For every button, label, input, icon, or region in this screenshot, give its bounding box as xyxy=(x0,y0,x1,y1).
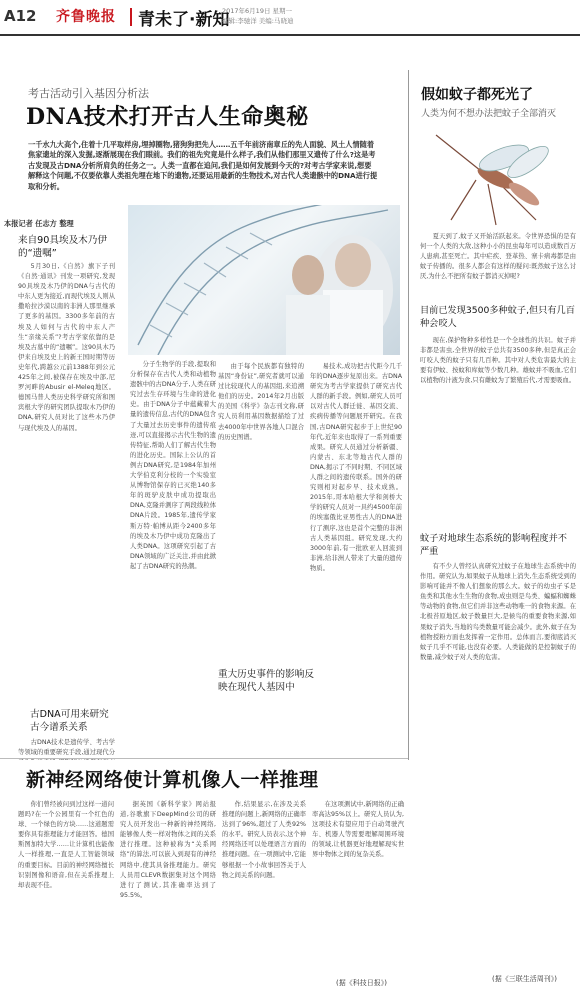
col2-text-2: 由于每个民族都有独特的基因“身份证”,研究者就可以通过比较现代人的基因组,来追溯他们的历史。2014年2月出版的美国《科学》杂志刊文称,研究人员利用基因数据描绘了过去4000年中世界各地人口混合的历史图谱。 xyxy=(218,363,304,441)
col1-text: 5月30日,《自然》旗下子刊《自然·通讯》刊发一项研究,发现90具埃及木乃伊的DNA与古代的中东人更为接近,而现代埃及人则从撒哈拉沙漠以南的非洲人那里继承了更多的基因。3300多年前的古埃及人如何与古代的中东人产生“亲缘关系”?考古学家依靠的是埃及古墓中的“遗嘱”。这90具木乃伊来自埃及史上的新王国时期等历史年代,跨越公元前1388年到公元425年之间,被保存在埃及中部,尼罗河畔的Abusir el-Meleq地区。德国马普人类历史科学研究所和图宾根大学的研究团队提取木乃伊的DNA,研究人员对比了这些木乃伊与现代埃及人的基因。 xyxy=(18,263,115,432)
dna-helix-illustration xyxy=(128,205,400,355)
feature-column-3 xyxy=(218,362,304,660)
mosquito-source: (据《三联生活周刊》) xyxy=(492,975,557,983)
page-number: A12 xyxy=(4,7,37,25)
ai-column-2 xyxy=(120,800,216,980)
story-divider xyxy=(0,758,408,759)
ai-text-4: 在这项测试中,新网络的正确率高达95%以上。研究人员认为,这项技术有望应用于自动驾驶汽车、机器人等需要理解周围环境的领域,让机器更好地理解现实世界中物体之间的复杂关系。 xyxy=(312,801,404,859)
newspaper-logo: 齐鲁晚报 xyxy=(56,9,116,25)
feature-column-4 xyxy=(310,362,402,752)
mosquito-column-intro xyxy=(420,232,576,298)
mosquito-text-2: 现在,保护物种多样性是一个全球性的共识。蚊子并非都是害虫,全世界的蚊子总共有3500多种,但是真正会叮咬人类的蚊子只有几百种。其中对人类危害最大的主要有伊蚊、按蚊和库蚊等少数几种。雄蚊并不吸血,它们以植物的汁液为食,只有雌蚊为了繁殖后代,才需要吸血。 xyxy=(420,337,576,385)
feature-lead: 一千水九大高个,住着十几平取样房,埋掉圈物,猪狗狗把先人……五千年前济南章丘的先人面貌、风土人情随着焦家遗址的深入发掘,逐渐展现在我们眼前。我们的祖先究竟是什么样子,我们从他们那里又遗传了什么?这是考古发现及古DNA分析所肩负的任务之一。人类一直都在追问,我们是如何发展到今天的?对考古学家来说,想要解释这个问题,不仅要依靠人类祖先埋在地下的遗物,还要运用最新的生物技术,对古代人类遗骸中的DNA进行提取和分析。 xyxy=(28,140,378,191)
mosquito-column-3 xyxy=(420,562,576,962)
feature-byline: 本报记者 任志方 整理 xyxy=(4,219,74,228)
ai-text-3: 作,结果显示,在涉及关系推理的问题上,新网络的正确率达到了96%,超过了人类92%的水平。研究人员表示,这个神经网络还可以处理语言方面的推理问题。在一项测试中,它能够根据一个小故事回答关于人物之间关系的问题。 xyxy=(222,801,306,879)
col2-text: 分子生物学的手段,提取和分析保存在古代人类和动植物遗骸中的古DNA分子,人类在研究过去生存环境与生命的进化史。由于DNA分子中蕴藏着大量的遗传信息,古代的DNA包含了大量过去历史事件的遗传痕迹,可以直接揭示古代生物的遗传特征,帮助人们了解古代生物的进化历史。国际上公认的首例古DNA研究,是1984年加州大学伯克利分校的一个实验室从博物馆保存的已灭绝140多年的斑驴皮肤中成功提取出DNA,克隆并测序了两段线粒体DNA片段。1985年,遗传学家斯万特·帕博从距今2400多年的埃及木乃伊中成功克隆出了人类DNA。这项研究引起了古DNA领域的广泛关注,并由此掀起了古DNA研究的热潮。 xyxy=(130,361,216,570)
ai-story-title: 新神经网络使计算机像人一样推理 xyxy=(26,769,319,791)
feature-column-1 xyxy=(18,262,115,702)
feature-column-1b xyxy=(18,738,115,760)
ai-column-4 xyxy=(312,800,404,950)
ai-text-1: 你们曾经被问到过这样一道问题吗?在一个公园里有一个红色的球、一个绿色的方块……这道题需要你具有推理能力才能回答。德国斯图加特大学……让计算机也能像人一样推理,一直是人工智能领域的重要目标。目前的神经网络擅长识别图像和语音,但在关系推理上却表现不佳。 xyxy=(18,801,114,889)
editor-line: 编辑:李驰洋 美编:马晓迪 xyxy=(222,17,294,25)
mosquito-subhead-1: 目前已发现3500多种蚊子,但只有几百种会咬人 xyxy=(420,305,575,329)
mosquito-subtitle: 人类为何不想办法把蚊子全部消灭 xyxy=(421,109,557,119)
ai-column-3 xyxy=(222,800,306,980)
mosquito-subhead-2: 蚊子对地球生态系统的影响程度并不严重 xyxy=(420,533,567,557)
date-line: 2017年6月19日 星期一 xyxy=(222,7,293,15)
ai-text-2: 据英国《新科学家》网站报道,谷歌旗下DeepMind公司的研究人员开发出一种新的神经网络,能够像人类一样对物体之间的关系进行推理。这种被称为“关系网络”的算法,可以嵌入到现有的神经网络中,使其具备推理能力。研究人员用CLEVR数据集对这个网络进行了测试,其准确率达到了95.5%。 xyxy=(120,801,216,899)
col2-subhead: 重大历史事件的影响反映在现代人基因中 xyxy=(218,669,314,693)
col3-text: 易技术,成功把古代距今几千年的DNA逐步复原出来。古DNA研究为考古学家提供了研究古代人群的新手段。例如,研究人员可以对古代人群迁徙、基因交流、疾病传播等问题展开研究。在我国,古DNA研究起步于上世纪90年代,近年来也取得了一系列重要成果。研究人员通过分析新疆、内蒙古、东北等地古代人群的DNA,揭示了不同时期、不同区域人群之间的遗传联系。国外的研究则相对起步早、技术成熟。2015年,哥本哈根大学和剑桥大学的研究人员对一具约4500年前的埃塞俄比亚男性古人的DNA进行了测序,这也是首个完整的非洲古人类基因组。研究发现,大约3000年前,有一批欧亚人回流到非洲,给非洲人带来了大量的遗传物质。 xyxy=(310,363,402,572)
col1-subhead: 来自90具埃及木乃伊的“遗嘱” xyxy=(18,235,107,259)
col1-text-2: 古DNA技术是遗传学、考古学等领域的重要研究手段,通过现代分 xyxy=(18,739,115,757)
section-title: 青未了·新知 xyxy=(138,10,230,30)
masthead xyxy=(0,0,580,36)
mosquito-text-1: 夏天到了,蚊子又开始活跃起来。令世界恐惧的是有何一个人类的大敌,这种小小的昆虫每年可以造成数百万人患病,甚至死亡。其中疟疾、登革热、寨卡病毒都是由蚊子传播的。很多人都会有这样的疑问:既然蚊子这么讨厌,为什么不把所有蚊子都消灭掉呢? xyxy=(420,233,576,281)
feature-column-2 xyxy=(130,360,216,660)
masthead-info xyxy=(222,6,293,26)
column-divider xyxy=(408,70,409,760)
dna-lab-photo xyxy=(128,205,400,355)
feature-kicker: 考古活动引入基因分析法 xyxy=(28,87,149,100)
mosquito-text-3: 有不少人曾经认真研究过蚊子在地球生态系统中的作用。研究认为,如果蚊子从地球上消失,生态系统受到的影响可能并不像人们想象的那么大。蚊子的幼虫孑孓是鱼类和其他水生生物的食物,成虫则是鸟类、蝙蝠和蜘蛛等动物的食物,但它们并非这些动物唯一的食物来源。在北极苔原地区,蚊子数量巨大,是候鸟的重要食物来源,如果蚊子消失,当地的鸟类数量可能会减少。此外,蚊子在为植物授粉方面也发挥着一定作用。总体而言,要彻底消灭蚊子几乎不可能,也没有必要。人类能做的是控制蚊子的数量,减少蚊子对人类的危害。 xyxy=(420,563,576,661)
col1-subhead-2: 古DNA可用来研究古今谱系关系 xyxy=(30,709,109,733)
ai-column-1 xyxy=(18,800,114,980)
ai-source: (据《科技日报》) xyxy=(336,979,387,987)
mosquito-icon xyxy=(416,120,580,228)
mosquito-column-2 xyxy=(420,336,576,528)
masthead-divider xyxy=(130,8,132,26)
mosquito-title: 假如蚊子都死光了 xyxy=(421,87,533,103)
mosquito-illustration xyxy=(416,120,580,228)
feature-headline: DNA技术打开古人生命奥秘 xyxy=(26,104,309,130)
